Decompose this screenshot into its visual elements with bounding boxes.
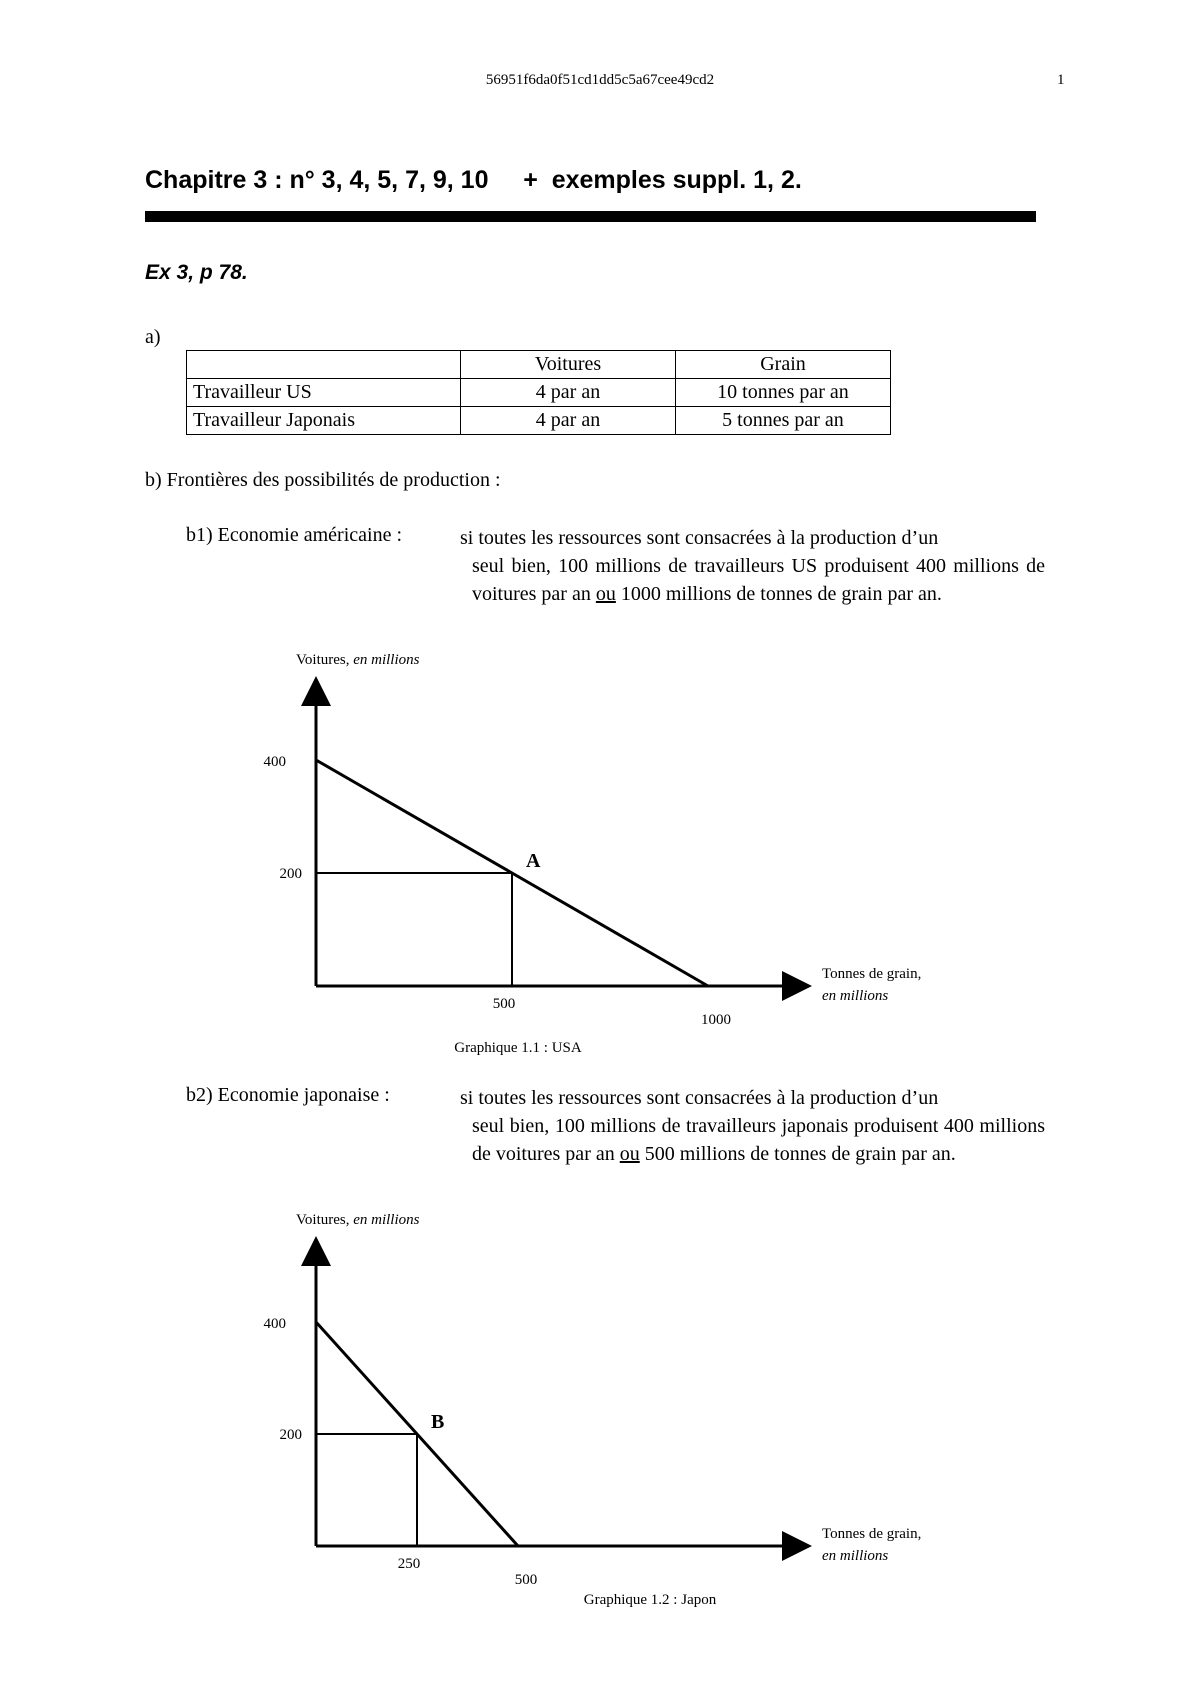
part-a-label: a) — [145, 326, 161, 348]
section-b1-text — [460, 524, 1045, 608]
section-b2-text — [460, 1084, 1045, 1168]
x-axis-label-unit: en millions — [822, 988, 889, 1004]
x-tick-label: 1000 — [701, 1012, 731, 1028]
x-axis-label-main: Tonnes de grain, — [822, 1526, 922, 1542]
section-b2-text-first: si toutes les ressources sont consacrées à la production d’un — [460, 1087, 939, 1109]
underlined-ou: ou — [619, 1143, 640, 1165]
y-axis-label-main: Voitures, — [296, 652, 354, 668]
x-axis-label-unit: en millions — [822, 1548, 889, 1564]
chart-usa — [0, 640, 1200, 1090]
table-header-row — [187, 351, 891, 379]
section-b1-text-first: si toutes les ressources sont consacrées à la production d’un — [460, 527, 939, 549]
table-header-cell — [187, 351, 461, 379]
table-cell: 4 par an — [461, 379, 676, 407]
document-id: 56951f6da0f51cd1dd5c5a67cee49cd2 — [485, 72, 715, 88]
title-rule — [145, 211, 1036, 222]
point-label: A — [526, 850, 541, 872]
table-cell: Travailleur Japonais — [187, 407, 461, 435]
table-row — [187, 407, 891, 435]
y-tick-label: 200 — [279, 1427, 302, 1443]
x-tick-label: 500 — [492, 996, 516, 1012]
y-tick-label: 400 — [263, 1316, 286, 1332]
x-tick-label: 500 — [514, 1572, 538, 1588]
text-fragment: 1000 millions de tonnes de grain par an. — [615, 583, 942, 605]
table-cell: Travailleur US — [187, 379, 461, 407]
table-row — [187, 379, 891, 407]
x-axis-label-main: Tonnes de grain, — [822, 966, 922, 982]
table-cell: 10 tonnes par an — [676, 379, 891, 407]
chart-title: Graphique 1.1 : USA — [454, 1040, 582, 1056]
exercise-label: Ex 3, p 78. — [145, 261, 248, 284]
section-b1-label: b1) Economie américaine : — [186, 524, 403, 546]
underlined-ou: ou — [595, 583, 616, 605]
table-header-cell: Voitures — [461, 351, 676, 379]
text-fragment: seul bien, 100 millions de travailleurs US produisent 400 millions de voitures par an — [472, 555, 1045, 605]
section-b2-text-rest — [460, 1112, 1045, 1168]
table-cell: 5 tonnes par an — [676, 407, 891, 435]
table-header-cell: Grain — [676, 351, 891, 379]
x-tick-label: 250 — [397, 1556, 421, 1572]
y-axis-label — [296, 1212, 420, 1228]
part-b-label: b) Frontières des possibilités de production : — [145, 469, 501, 491]
y-axis-label-main: Voitures, — [296, 1212, 354, 1228]
chart-japon — [0, 1200, 1200, 1680]
y-tick-label: 400 — [263, 754, 286, 770]
y-axis-label-unit: en millions — [353, 652, 420, 668]
y-tick-label: 200 — [279, 866, 302, 882]
chart-title: Graphique 1.2 : Japon — [583, 1592, 717, 1608]
text-fragment: 500 millions de tonnes de grain par an. — [639, 1143, 956, 1165]
section-b2-label: b2) Economie japonaise : — [186, 1084, 390, 1106]
page-number: 1 — [1057, 72, 1065, 88]
point-label: B — [431, 1411, 445, 1433]
text-fragment: seul bien, 100 millions de travailleurs japonais produisent 400 millions de voitures par an — [472, 1115, 1045, 1165]
chapter-title: Chapitre 3 : n° 3, 4, 5, 7, 9, 10 + exemples suppl. 1, 2. — [145, 166, 802, 194]
table-cell: 4 par an — [461, 407, 676, 435]
y-axis-label-unit: en millions — [353, 1212, 420, 1228]
section-b1-text-rest — [460, 552, 1045, 608]
productivity-table — [186, 350, 891, 435]
y-axis-label — [296, 652, 420, 668]
